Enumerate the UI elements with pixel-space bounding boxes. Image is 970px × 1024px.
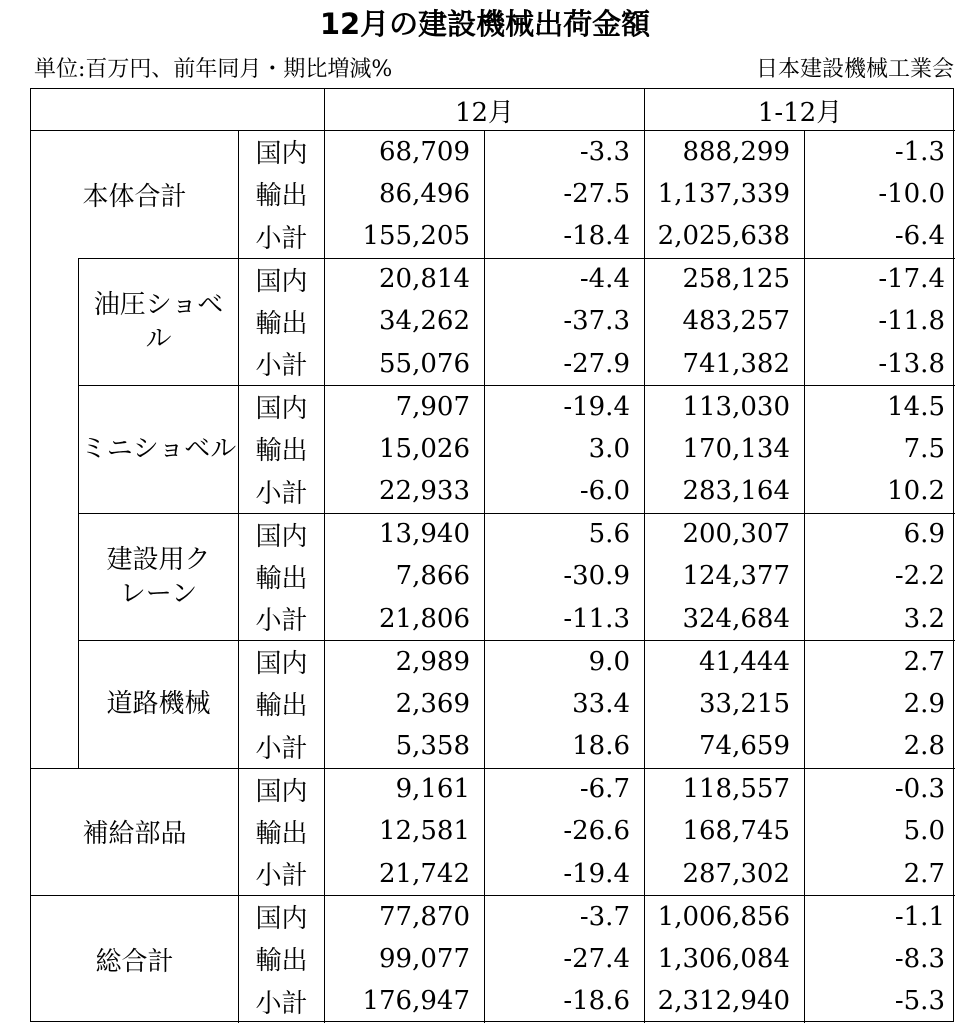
- month-change-cell: -6.0: [484, 470, 644, 513]
- period-amount-cell: 324,684: [644, 598, 804, 641]
- month-amount-cell: 21,742: [324, 853, 484, 896]
- month-change-cell: -27.9: [484, 343, 644, 386]
- row-type-label: 国内: [238, 258, 324, 301]
- month-change-cell: -26.6: [484, 810, 644, 853]
- month-change-cell: -3.7: [484, 895, 644, 938]
- period-change-cell: 5.0: [804, 810, 955, 853]
- period-amount-cell: 33,215: [644, 683, 804, 726]
- month-amount-cell: 21,806: [324, 598, 484, 641]
- row-type-label: 輸出: [238, 300, 324, 343]
- period-amount-cell: 113,030: [644, 385, 804, 428]
- month-amount-cell: 7,907: [324, 385, 484, 428]
- month-change-cell: -6.7: [484, 768, 644, 811]
- month-amount-cell: 2,369: [324, 683, 484, 726]
- month-amount-cell: 15,026: [324, 428, 484, 471]
- month-change-cell: -27.5: [484, 173, 644, 216]
- group-label: 道路機械: [78, 640, 238, 768]
- period-change-cell: -8.3: [804, 938, 955, 981]
- period-change-cell: -10.0: [804, 173, 955, 216]
- group-label: 建設用クレーン: [78, 513, 238, 641]
- row-type-label: 国内: [238, 895, 324, 938]
- row-type-label: 輸出: [238, 428, 324, 471]
- table-header-period: 1-12月: [644, 89, 955, 130]
- month-change-cell: -3.3: [484, 130, 644, 173]
- row-type-label: 小計: [238, 343, 324, 386]
- period-change-cell: 2.7: [804, 853, 955, 896]
- period-change-cell: -11.8: [804, 300, 955, 343]
- month-amount-cell: 5,358: [324, 725, 484, 768]
- month-amount-cell: 86,496: [324, 173, 484, 216]
- period-amount-cell: 483,257: [644, 300, 804, 343]
- period-change-cell: -13.8: [804, 343, 955, 386]
- period-change-cell: -1.1: [804, 895, 955, 938]
- period-change-cell: -0.3: [804, 768, 955, 811]
- shipment-table: [30, 88, 954, 1022]
- unit-note: 単位:百万円、前年同月・期比増減%: [34, 57, 393, 82]
- month-change-cell: -27.4: [484, 938, 644, 981]
- period-amount-cell: 741,382: [644, 343, 804, 386]
- month-change-cell: 5.6: [484, 513, 644, 556]
- period-amount-cell: 2,312,940: [644, 980, 804, 1023]
- month-change-cell: -18.4: [484, 215, 644, 258]
- row-type-label: 国内: [238, 513, 324, 556]
- month-amount-cell: 77,870: [324, 895, 484, 938]
- month-amount-cell: 20,814: [324, 258, 484, 301]
- period-amount-cell: 283,164: [644, 470, 804, 513]
- group-label: 総合計: [31, 895, 238, 1023]
- page-title: 12月の建設機械出荷金額: [319, 7, 651, 41]
- table-header-corner: [31, 89, 238, 130]
- period-amount-cell: 41,444: [644, 640, 804, 683]
- month-amount-cell: 155,205: [324, 215, 484, 258]
- period-amount-cell: 1,137,339: [644, 173, 804, 216]
- month-change-cell: -18.6: [484, 980, 644, 1023]
- row-type-label: 国内: [238, 640, 324, 683]
- group-label: 油圧ショベル: [78, 258, 238, 386]
- month-change-cell: 33.4: [484, 683, 644, 726]
- row-type-label: 小計: [238, 470, 324, 513]
- period-change-cell: 7.5: [804, 428, 955, 471]
- month-amount-cell: 2,989: [324, 640, 484, 683]
- row-type-label: 小計: [238, 725, 324, 768]
- month-amount-cell: 68,709: [324, 130, 484, 173]
- month-amount-cell: 7,866: [324, 555, 484, 598]
- month-amount-cell: 55,076: [324, 343, 484, 386]
- period-change-cell: -5.3: [804, 980, 955, 1023]
- period-change-cell: -2.2: [804, 555, 955, 598]
- table-header-type: [238, 89, 324, 130]
- month-amount-cell: 176,947: [324, 980, 484, 1023]
- month-change-cell: 18.6: [484, 725, 644, 768]
- row-type-label: 国内: [238, 385, 324, 428]
- period-change-cell: -17.4: [804, 258, 955, 301]
- month-amount-cell: 12,581: [324, 810, 484, 853]
- row-type-label: 小計: [238, 853, 324, 896]
- month-change-cell: -19.4: [484, 385, 644, 428]
- row-type-label: 小計: [238, 598, 324, 641]
- month-change-cell: -11.3: [484, 598, 644, 641]
- period-amount-cell: 1,006,856: [644, 895, 804, 938]
- row-type-label: 輸出: [238, 810, 324, 853]
- row-type-label: 輸出: [238, 938, 324, 981]
- period-change-cell: 2.9: [804, 683, 955, 726]
- period-amount-cell: 170,134: [644, 428, 804, 471]
- group-label: ミニショベル: [78, 385, 238, 513]
- month-change-cell: -19.4: [484, 853, 644, 896]
- period-amount-cell: 200,307: [644, 513, 804, 556]
- month-amount-cell: 99,077: [324, 938, 484, 981]
- period-amount-cell: 2,025,638: [644, 215, 804, 258]
- row-type-label: 国内: [238, 768, 324, 811]
- month-change-cell: 9.0: [484, 640, 644, 683]
- table-header-month: 12月: [324, 89, 644, 130]
- period-amount-cell: 74,659: [644, 725, 804, 768]
- group-label: 本体合計: [31, 130, 238, 258]
- row-type-label: 小計: [238, 215, 324, 258]
- period-amount-cell: 258,125: [644, 258, 804, 301]
- row-type-label: 国内: [238, 130, 324, 173]
- period-change-cell: 6.9: [804, 513, 955, 556]
- period-amount-cell: 168,745: [644, 810, 804, 853]
- period-amount-cell: 888,299: [644, 130, 804, 173]
- month-change-cell: -37.3: [484, 300, 644, 343]
- month-change-cell: -30.9: [484, 555, 644, 598]
- group-indent-spacer: [31, 258, 78, 768]
- month-amount-cell: 22,933: [324, 470, 484, 513]
- row-type-label: 輸出: [238, 555, 324, 598]
- period-amount-cell: 287,302: [644, 853, 804, 896]
- period-change-cell: 14.5: [804, 385, 955, 428]
- period-amount-cell: 118,557: [644, 768, 804, 811]
- month-amount-cell: 9,161: [324, 768, 484, 811]
- period-change-cell: -1.3: [804, 130, 955, 173]
- month-amount-cell: 34,262: [324, 300, 484, 343]
- month-change-cell: 3.0: [484, 428, 644, 471]
- row-type-label: 輸出: [238, 683, 324, 726]
- group-label: 補給部品: [31, 768, 238, 896]
- period-change-cell: 2.7: [804, 640, 955, 683]
- source-label: 日本建設機械工業会: [755, 57, 954, 82]
- period-change-cell: 3.2: [804, 598, 955, 641]
- period-amount-cell: 1,306,084: [644, 938, 804, 981]
- period-change-cell: 10.2: [804, 470, 955, 513]
- month-amount-cell: 13,940: [324, 513, 484, 556]
- row-type-label: 輸出: [238, 173, 324, 216]
- row-type-label: 小計: [238, 980, 324, 1023]
- month-change-cell: -4.4: [484, 258, 644, 301]
- period-change-cell: -6.4: [804, 215, 955, 258]
- period-amount-cell: 124,377: [644, 555, 804, 598]
- period-change-cell: 2.8: [804, 725, 955, 768]
